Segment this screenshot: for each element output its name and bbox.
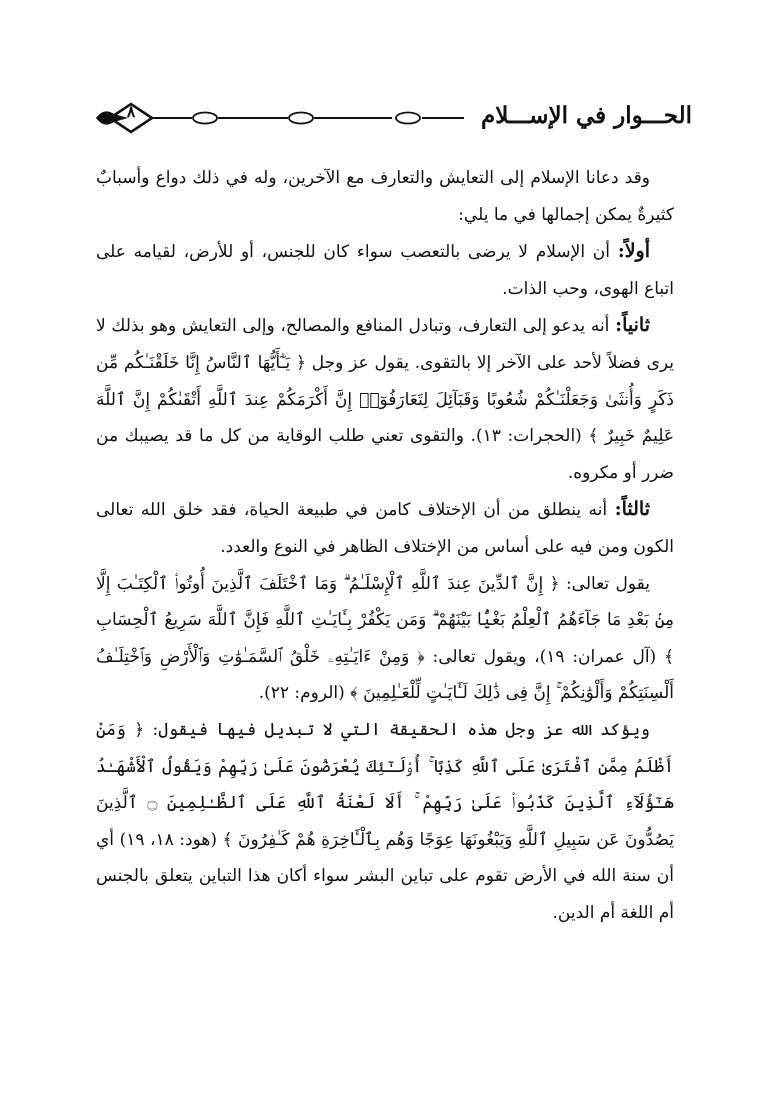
paragraph-text: أنه ينطلق من أن الإختلاف كامن في طبيعة الحياة، فقد خلق الله تعالى الكون ومن فيه على أساس من الإختلاف الظاهر في النوع والعدد. xyxy=(96,500,674,557)
page-number: ٨ xyxy=(126,102,136,121)
paragraph-text: يقول تعالى: ﴿ إِنَّ ٱلدِّينَ عِندَ ٱللَّهِ ٱلْإِسْلَـٰمُ ۗ وَمَا ٱخْتَلَفَ ٱلَّذِينَ أُوتُوا۟ ٱلْكِتَـٰبَ إِلَّا مِنۢ بَعْدِ مَا جَآءَهُمُ ٱلْعِلْمُ بَغْيًۢا بَيْنَهُمْ ۗ وَمَن يَكْفُرْ بِـَٔايَـٰتِ ٱللَّهِ فَإِنَّ ٱللَّهَ سَرِيعُ ٱلْحِسَابِ ﴾ (آل عمران: ١٩)، ويقول تعالى: ﴿ وَمِنْ ءَايَـٰتِهِۦ خَلْقُ ٱلسَّمَـٰوَٰتِ وَٱلْأَرْضِ وَٱخْتِلَـٰفُ أَلْسِنَتِكُمْ وَأَلْوَٰنِكُمْ ۚ إِنَّ فِى ذَٰلِكَ لَـَٔايَـٰتٍ لِّلْعَـٰلِمِينَ ﴾ (الروم: ٢٢). xyxy=(96,573,674,704)
paragraph-first xyxy=(96,233,674,307)
running-header xyxy=(92,96,692,140)
paragraph-second xyxy=(96,307,674,491)
paragraph-third xyxy=(96,491,674,565)
paragraph-closing xyxy=(96,712,674,932)
paragraph-text: ويؤكد الله عز وجل هذه الحقيقة التي لا تبديل فيها فيقول: ﴿ وَمَنْ أَظْلَمُ مِمَّنِ ٱفْتَرَىٰ عَلَى ٱللَّهِ كَذِبًا ۚ أُو۟لَـٰٓئِكَ يُعْرَضُونَ عَلَىٰ رَبِّهِمْ وَيَقُولُ ٱلْأَشْهَـٰدُ هَـٰٓؤُلَآءِ ٱلَّذِينَ كَذَبُوا۟ عَلَىٰ رَبِّهِمْ ۚ أَلَا لَعْنَةُ ٱللَّهِ عَلَى ٱلظَّـٰلِمِينَ ۝ ٱلَّذِينَ يَصُدُّونَ عَن سَبِيلِ ٱللَّهِ وَيَبْغُونَهَا عِوَجًا وَهُم بِٱلْـَٔاخِرَةِ هُمْ كَـٰفِرُونَ ﴾ (هود: ١٨، ١٩) أي أن سنة الله في الأرض تقوم على تباين البشر سواء أكان هذا التباين يتعلق بالجنس أم اللغة أم الدين. xyxy=(96,719,674,923)
paragraph-text: أن الإسلام لا يرضى بالتعصب سواء كان للجنس، أو للأرض، لقيامه على اتباع الهوى، وحب الذات. xyxy=(96,242,674,299)
paragraph-lead: ثالثاً: xyxy=(614,498,650,521)
paragraph-lead: ثانياً: xyxy=(615,314,651,337)
paragraph-intro xyxy=(96,160,674,233)
paragraph-lead: أولاً: xyxy=(617,240,651,263)
book-title: الحـــوار في الإســـلام xyxy=(481,102,692,129)
paragraph-text: أنه يدعو إلى التعارف، وتبادل المنافع والمصالح، وإلى التعايش وهو بذلك لا يرى فضلاً لأحد على الآخر إلا بالتقوى. يقول عز وجل ﴿ يَـٰٓأَيُّهَا ٱلنَّاسُ إِنَّا خَلَقْنَـٰكُم مِّن ذَكَرٍ وَأُنثَىٰ وَجَعَلْنَـٰكُمْ شُعُوبًا وَقَبَآئِلَ لِتَعَارَفُوٓا۟ إِنَّ أَكْرَمَكُمْ عِندَ ٱللَّهِ أَتْقَىٰكُمْ إِنَّ ٱللَّهَ عَلِيمٌ خَبِيرٌ ﴾ (الحجرات: ١٣). والتقوى تعني طلب الوقاية من كل ما قد يصيبك من ضرر أو مكروه. xyxy=(96,316,674,483)
page-body xyxy=(96,160,674,931)
paragraph-quotes xyxy=(96,566,674,712)
paragraph-text: وقد دعانا الإسلام إلى التعايش والتعارف مع الآخرين، وله في ذلك دواع وأسبابٌ كثيرةٌ يمكن إجمالها في ما يلي: xyxy=(96,168,674,225)
